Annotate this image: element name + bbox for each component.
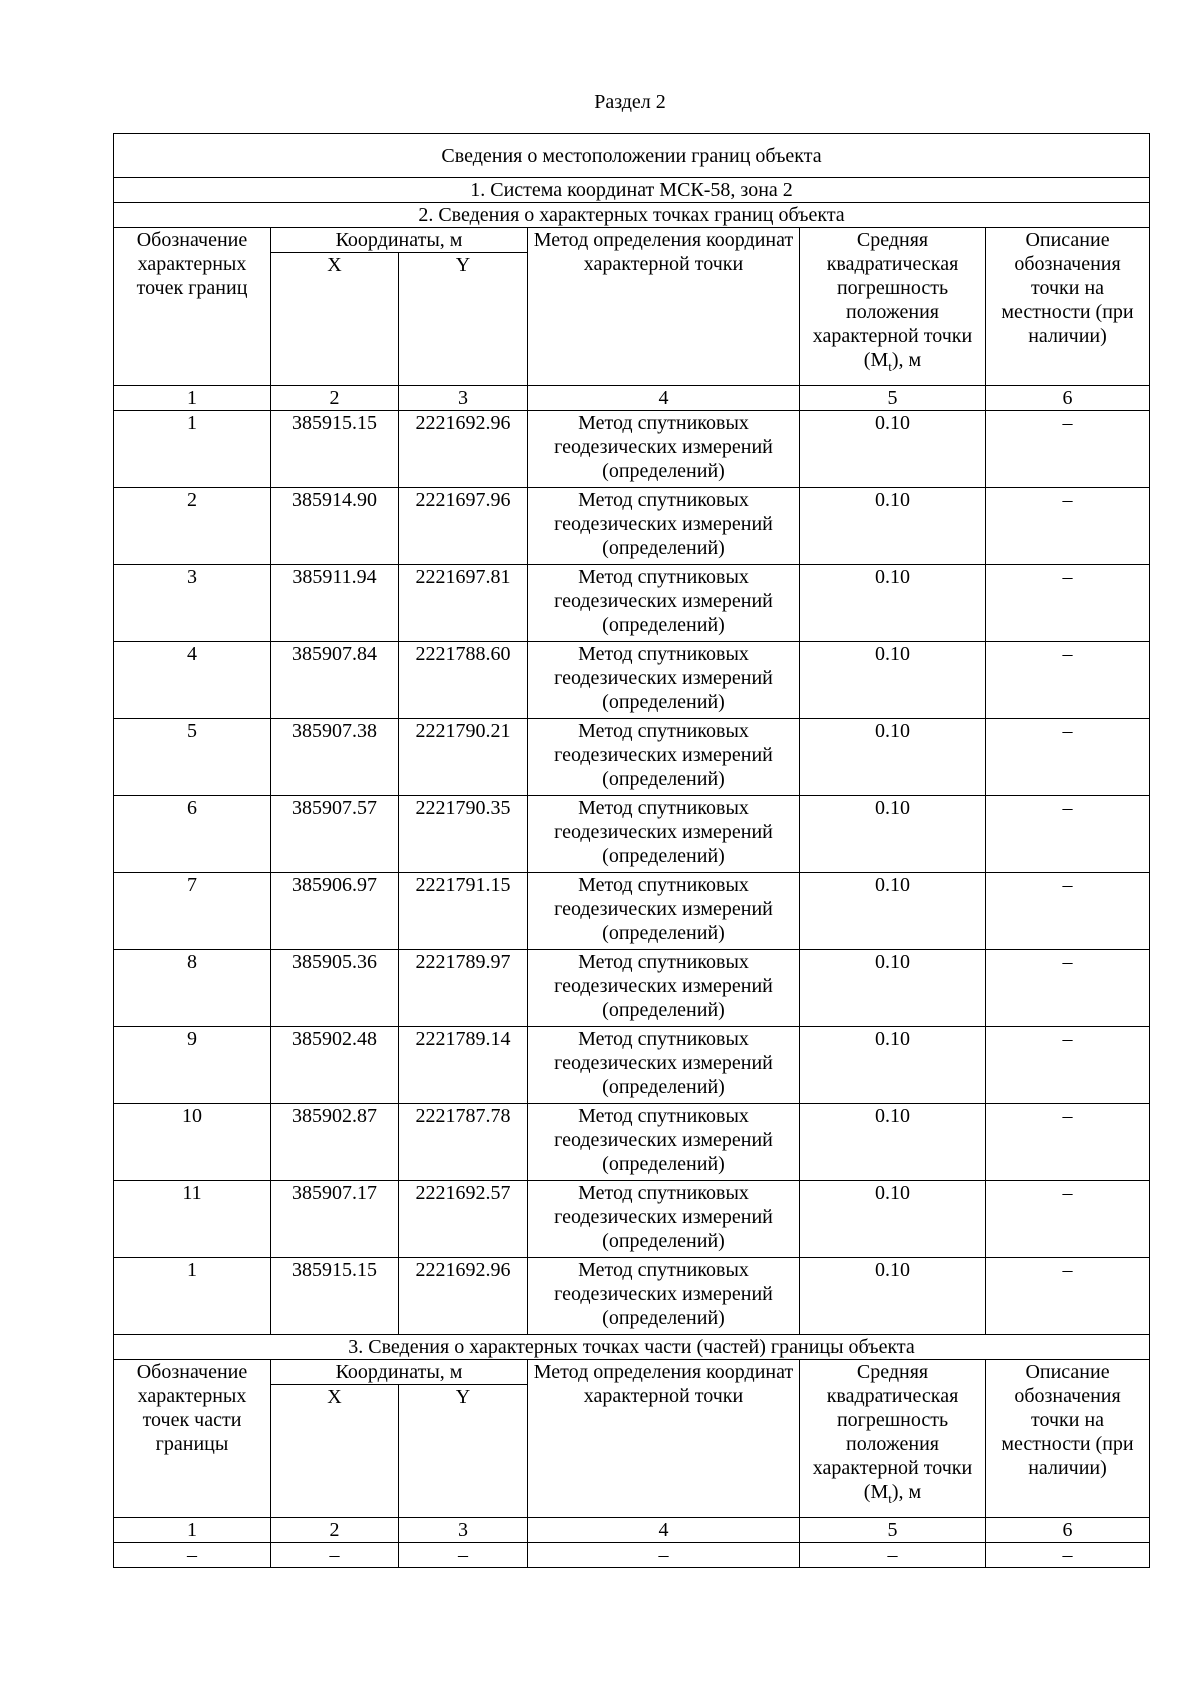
cell-method: Метод спутниковых геодезических измерений (определений) bbox=[528, 488, 800, 565]
cell-y: 2221789.14 bbox=[399, 1027, 528, 1104]
cell-id: 10 bbox=[114, 1104, 271, 1181]
section2-heading: 2. Сведения о характерных точках границ объекта bbox=[114, 203, 1150, 228]
cell-accuracy: 0.10 bbox=[800, 950, 986, 1027]
coordinate-system: 1. Система координат МСК-58, зона 2 bbox=[114, 178, 1150, 203]
cell-x: 385915.15 bbox=[271, 411, 399, 488]
cell-accuracy: 0.10 bbox=[800, 565, 986, 642]
cell-description: – bbox=[986, 1181, 1150, 1258]
cell-method: Метод спутниковых геодезических измерений (определений) bbox=[528, 719, 800, 796]
header-method: Метод определения координат характерной точки bbox=[528, 228, 800, 386]
cell-method: Метод спутниковых геодезических измерений (определений) bbox=[528, 411, 800, 488]
cell-y: 2221790.35 bbox=[399, 796, 528, 873]
header-x-part: X bbox=[271, 1385, 399, 1518]
cell-description: – bbox=[986, 488, 1150, 565]
cell-y: 2221692.57 bbox=[399, 1181, 528, 1258]
header-description-part: Описание обозначения точки на местности (при наличии) bbox=[986, 1360, 1150, 1518]
cell-description: – bbox=[986, 1258, 1150, 1335]
cell-id: 8 bbox=[114, 950, 271, 1027]
cell-y: 2221697.81 bbox=[399, 565, 528, 642]
cell-id: 5 bbox=[114, 719, 271, 796]
cell-accuracy: – bbox=[800, 1543, 986, 1568]
section3-heading: 3. Сведения о характерных точках части (частей) границы объекта bbox=[114, 1335, 1150, 1360]
cell-accuracy: 0.10 bbox=[800, 642, 986, 719]
cell-x: 385915.15 bbox=[271, 1258, 399, 1335]
cell-method: Метод спутниковых геодезических измерений (определений) bbox=[528, 1181, 800, 1258]
part-col-number: 3 bbox=[399, 1518, 528, 1543]
cell-accuracy: 0.10 bbox=[800, 488, 986, 565]
table-row bbox=[114, 1258, 1150, 1335]
table-row bbox=[114, 411, 1150, 488]
cell-x: – bbox=[271, 1543, 399, 1568]
header-coordinates: Координаты, м bbox=[271, 228, 528, 253]
cell-id: 4 bbox=[114, 642, 271, 719]
table-row bbox=[114, 488, 1150, 565]
cell-description: – bbox=[986, 1543, 1150, 1568]
cell-y: 2221692.96 bbox=[399, 1258, 528, 1335]
table-row bbox=[114, 1104, 1150, 1181]
points-col-number: 6 bbox=[986, 386, 1150, 411]
cell-description: – bbox=[986, 950, 1150, 1027]
points-col-number: 5 bbox=[800, 386, 986, 411]
cell-method: Метод спутниковых геодезических измерений (определений) bbox=[528, 950, 800, 1027]
cell-x: 385911.94 bbox=[271, 565, 399, 642]
cell-id: 6 bbox=[114, 796, 271, 873]
cell-accuracy: 0.10 bbox=[800, 411, 986, 488]
table-row bbox=[114, 873, 1150, 950]
header-y-part: Y bbox=[399, 1385, 528, 1518]
cell-y: 2221692.96 bbox=[399, 411, 528, 488]
cell-id: – bbox=[114, 1543, 271, 1568]
cell-y: – bbox=[399, 1543, 528, 1568]
cell-id: 11 bbox=[114, 1181, 271, 1258]
cell-method: – bbox=[528, 1543, 800, 1568]
cell-description: – bbox=[986, 719, 1150, 796]
cell-accuracy: 0.10 bbox=[800, 1181, 986, 1258]
points-col-number: 1 bbox=[114, 386, 271, 411]
header-accuracy: Средняя квадратическая погрешность положения характерной точки $(M_t)$, м bbox=[800, 228, 986, 386]
cell-description: – bbox=[986, 873, 1150, 950]
part-col-number: 5 bbox=[800, 1518, 986, 1543]
cell-x: 385914.90 bbox=[271, 488, 399, 565]
cell-x: 385902.87 bbox=[271, 1104, 399, 1181]
table-title: Сведения о местоположении границ объекта bbox=[114, 134, 1150, 178]
points-col-number: 3 bbox=[399, 386, 528, 411]
boundary-table bbox=[113, 133, 1150, 1568]
cell-x: 385907.17 bbox=[271, 1181, 399, 1258]
table-row bbox=[114, 950, 1150, 1027]
cell-id: 3 bbox=[114, 565, 271, 642]
header-coordinates-part: Координаты, м bbox=[271, 1360, 528, 1385]
cell-id: 1 bbox=[114, 411, 271, 488]
cell-y: 2221791.15 bbox=[399, 873, 528, 950]
cell-accuracy: 0.10 bbox=[800, 1258, 986, 1335]
cell-method: Метод спутниковых геодезических измерений (определений) bbox=[528, 873, 800, 950]
cell-y: 2221697.96 bbox=[399, 488, 528, 565]
column-numbers-row bbox=[114, 386, 1150, 411]
table-row bbox=[114, 565, 1150, 642]
table-row bbox=[114, 1181, 1150, 1258]
cell-y: 2221787.78 bbox=[399, 1104, 528, 1181]
cell-method: Метод спутниковых геодезических измерений (определений) bbox=[528, 1104, 800, 1181]
cell-description: – bbox=[986, 1104, 1150, 1181]
cell-x: 385905.36 bbox=[271, 950, 399, 1027]
cell-id: 9 bbox=[114, 1027, 271, 1104]
part-col-number: 6 bbox=[986, 1518, 1150, 1543]
part-col-number: 1 bbox=[114, 1518, 271, 1543]
table-row bbox=[114, 796, 1150, 873]
cell-x: 385906.97 bbox=[271, 873, 399, 950]
header-point-designation-part: Обозначение характерных точек части границы bbox=[114, 1360, 271, 1518]
header-point-designation: Обозначение характерных точек границ bbox=[114, 228, 271, 386]
header-y: Y bbox=[399, 253, 528, 386]
header-method-part: Метод определения координат характерной точки bbox=[528, 1360, 800, 1518]
header-accuracy-part: Средняя квадратическая погрешность положения характерной точки $(M_t)$, м bbox=[800, 1360, 986, 1518]
cell-accuracy: 0.10 bbox=[800, 873, 986, 950]
cell-accuracy: 0.10 bbox=[800, 719, 986, 796]
section-title: Раздел 2 bbox=[594, 91, 666, 113]
points-col-number: 2 bbox=[271, 386, 399, 411]
cell-y: 2221790.21 bbox=[399, 719, 528, 796]
cell-method: Метод спутниковых геодезических измерений (определений) bbox=[528, 1258, 800, 1335]
cell-description: – bbox=[986, 796, 1150, 873]
cell-accuracy: 0.10 bbox=[800, 1027, 986, 1104]
cell-id: 1 bbox=[114, 1258, 271, 1335]
cell-description: – bbox=[986, 642, 1150, 719]
cell-id: 2 bbox=[114, 488, 271, 565]
cell-x: 385902.48 bbox=[271, 1027, 399, 1104]
cell-method: Метод спутниковых геодезических измерений (определений) bbox=[528, 642, 800, 719]
table-row bbox=[114, 719, 1150, 796]
cell-y: 2221788.60 bbox=[399, 642, 528, 719]
part-col-number: 4 bbox=[528, 1518, 800, 1543]
cell-description: – bbox=[986, 411, 1150, 488]
cell-y: 2221789.97 bbox=[399, 950, 528, 1027]
header-x: X bbox=[271, 253, 399, 386]
table-row bbox=[114, 1027, 1150, 1104]
cell-accuracy: 0.10 bbox=[800, 796, 986, 873]
cell-x: 385907.38 bbox=[271, 719, 399, 796]
part-col-number: 2 bbox=[271, 1518, 399, 1543]
cell-method: Метод спутниковых геодезических измерений (определений) bbox=[528, 796, 800, 873]
points-col-number: 4 bbox=[528, 386, 800, 411]
column-numbers-row-part bbox=[114, 1518, 1150, 1543]
cell-x: 385907.57 bbox=[271, 796, 399, 873]
cell-id: 7 bbox=[114, 873, 271, 950]
table-row bbox=[114, 642, 1150, 719]
cell-method: Метод спутниковых геодезических измерений (определений) bbox=[528, 1027, 800, 1104]
cell-description: – bbox=[986, 565, 1150, 642]
cell-accuracy: 0.10 bbox=[800, 1104, 986, 1181]
table-row bbox=[114, 1543, 1150, 1568]
cell-x: 385907.84 bbox=[271, 642, 399, 719]
header-description: Описание обозначения точки на местности (при наличии) bbox=[986, 228, 1150, 386]
cell-description: – bbox=[986, 1027, 1150, 1104]
cell-method: Метод спутниковых геодезических измерений (определений) bbox=[528, 565, 800, 642]
